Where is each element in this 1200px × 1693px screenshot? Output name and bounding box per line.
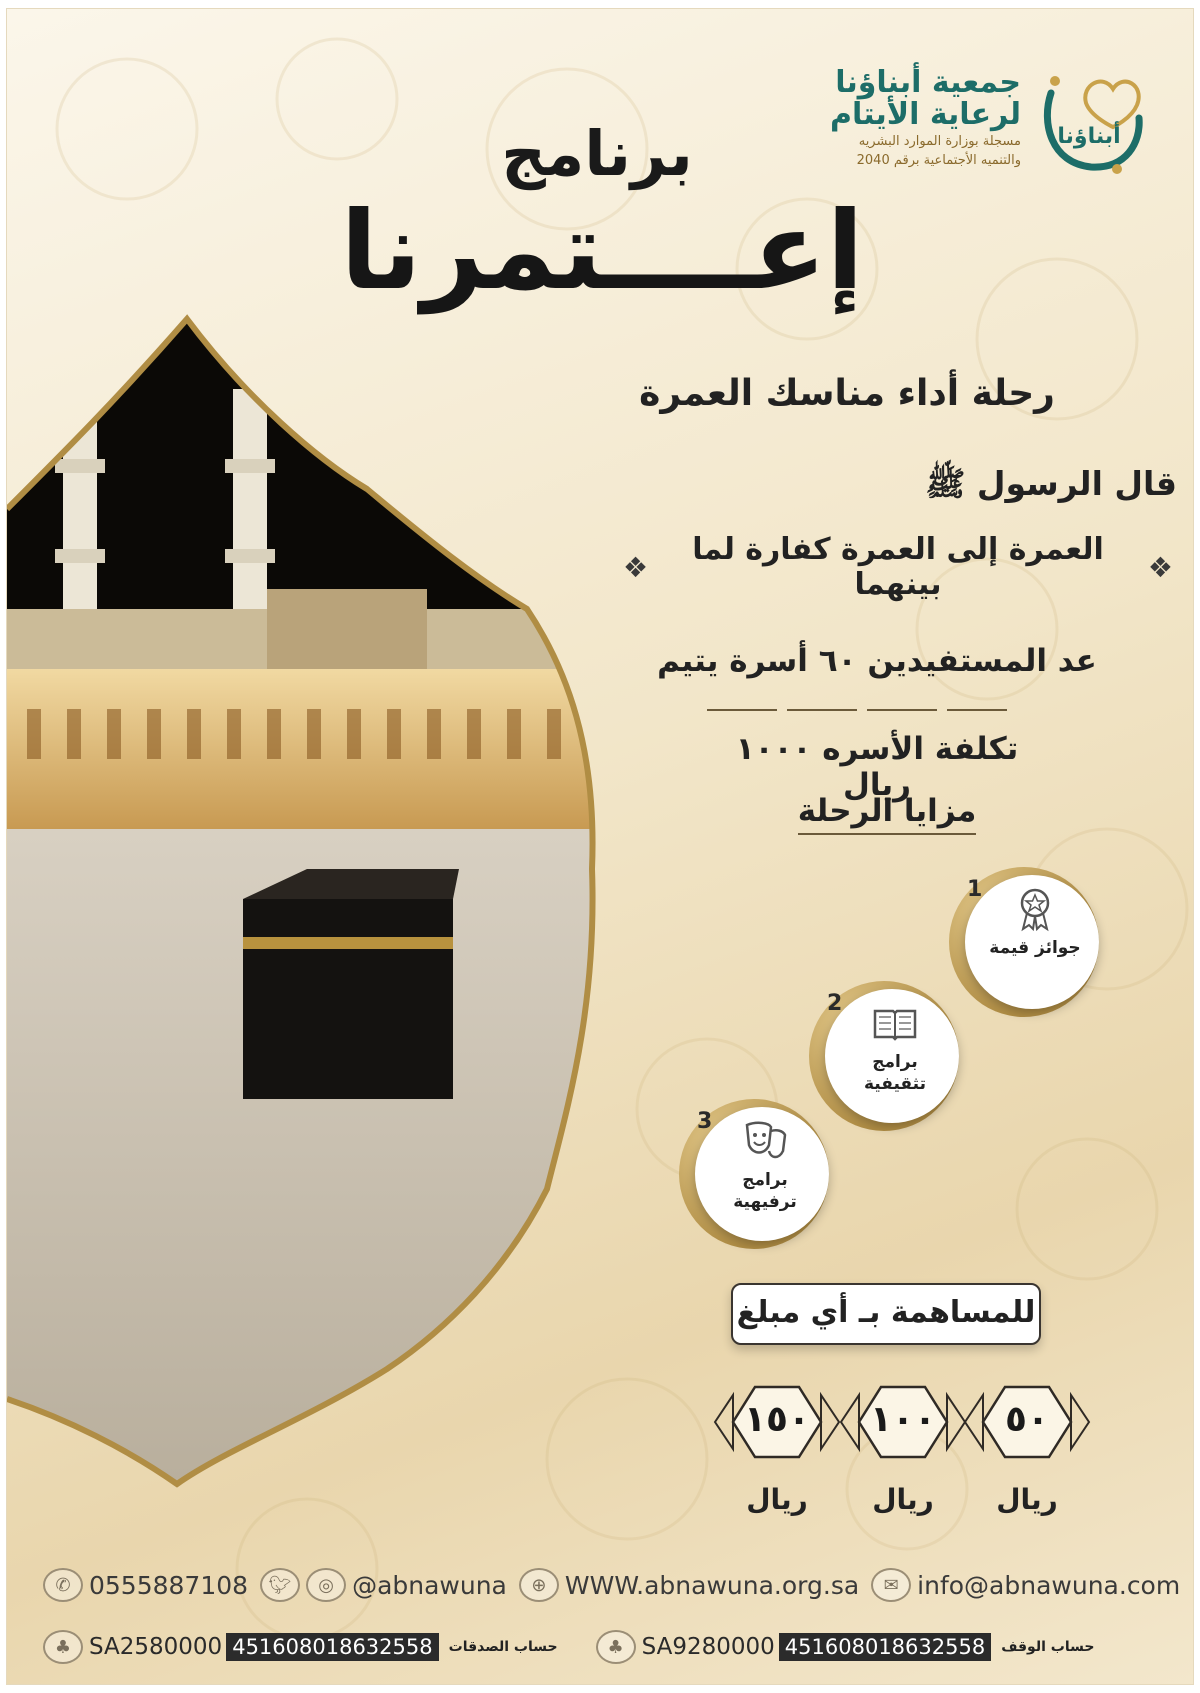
amount-option-50[interactable]	[963, 1383, 1091, 1461]
currency-label: ريال	[872, 1483, 934, 1516]
waqf-account-label: حساب الوقف	[1001, 1639, 1095, 1655]
benefit-item-educational	[809, 981, 959, 1131]
logo-text: أبناؤنا	[1057, 124, 1121, 149]
globe-icon: ⊕	[519, 1568, 559, 1602]
benefit-item-entertainment	[679, 1099, 829, 1249]
dashed-divider	[707, 709, 1007, 711]
amount-option-150[interactable]	[713, 1383, 841, 1461]
benefit-item-prizes	[949, 867, 1099, 1017]
benefit-label: برامج تثقيفية	[864, 1052, 926, 1094]
prophet-said-text: قال الرسول ﷺ	[925, 464, 1177, 503]
benefit-number: 1	[967, 877, 983, 902]
book-icon	[871, 999, 919, 1047]
benefits-title-text: مزايا الرحلة	[798, 793, 977, 835]
organization-name-line1: جمعية أبناؤنا	[835, 65, 1021, 100]
benefit-number: 2	[827, 991, 843, 1016]
poster	[6, 8, 1194, 1685]
benefit-label: برامج ترفيهية	[733, 1170, 797, 1212]
bank-logo-icon: ♣	[43, 1630, 83, 1664]
bank-accounts	[43, 1627, 1173, 1667]
sadaqat-account-label: حساب الصدقات	[448, 1639, 558, 1655]
ornament-right-icon: ❖	[1147, 550, 1173, 584]
theater-masks-icon	[741, 1117, 789, 1165]
heart-logo-icon	[1031, 63, 1149, 181]
program-name: إعــــتمرنا	[340, 189, 864, 314]
sadaqat-iban-prefix: SA2580000	[89, 1634, 223, 1660]
amount-option-100[interactable]	[839, 1383, 967, 1461]
organization-text	[801, 67, 1021, 169]
trip-subtitle: رحلة أداء مناسك العمرة	[639, 373, 1055, 414]
registration-line2: والتنميه الأجتماعية برقم 2040	[856, 153, 1021, 168]
phone-number[interactable]: 0555887108	[89, 1570, 249, 1600]
award-icon	[1011, 885, 1059, 933]
hadith-banner	[615, 532, 1181, 602]
program-label: برنامج	[501, 117, 693, 190]
social-handle[interactable]: @abnawuna	[352, 1570, 507, 1600]
currency-label: ريال	[746, 1483, 808, 1516]
ornament-left-icon: ❖	[623, 550, 649, 584]
sadaqat-iban-number: 451608018632558	[226, 1633, 438, 1661]
amount-value: ١٠٠	[870, 1399, 936, 1440]
contact-bar	[43, 1565, 1181, 1605]
amount-value: ١٥٠	[744, 1399, 810, 1440]
benefits-title	[787, 793, 987, 829]
amount-value: ٥٠	[1005, 1399, 1049, 1440]
kaaba-photo	[7, 309, 607, 1499]
email-icon: ✉	[871, 1568, 911, 1602]
instagram-icon: ◎	[306, 1568, 346, 1602]
contribution-title: للمساهمة بـ أي مبلغ	[731, 1283, 1041, 1345]
registration-line1: مسجلة بوزارة الموارد البشريه	[858, 134, 1021, 149]
twitter-icon: 🐦︎	[260, 1568, 300, 1602]
email-link[interactable]: info@abnawuna.com	[917, 1570, 1181, 1600]
waqf-iban-number: 451608018632558	[779, 1633, 991, 1661]
benefit-number: 3	[697, 1109, 713, 1134]
benefit-label: جوائز قيمة	[989, 938, 1081, 958]
whatsapp-icon: ✆	[43, 1568, 83, 1602]
bank-logo-icon: ♣	[596, 1630, 636, 1664]
website-link[interactable]: WWW.abnawuna.org.sa	[564, 1570, 860, 1600]
beneficiaries-count: عد المستفيدين ٦٠ أسرة يتيم	[657, 643, 1097, 679]
hadith-text: العمرة إلى العمرة كفارة لما بينهما	[692, 532, 1104, 602]
organization-logo	[809, 63, 1149, 183]
family-cost: تكلفة الأسره ١٠٠٠ ريال	[735, 731, 1019, 803]
currency-label: ريال	[996, 1483, 1058, 1516]
waqf-iban-prefix: SA9280000	[641, 1634, 775, 1660]
organization-name-line2: لرعاية الأيتام	[830, 97, 1021, 132]
